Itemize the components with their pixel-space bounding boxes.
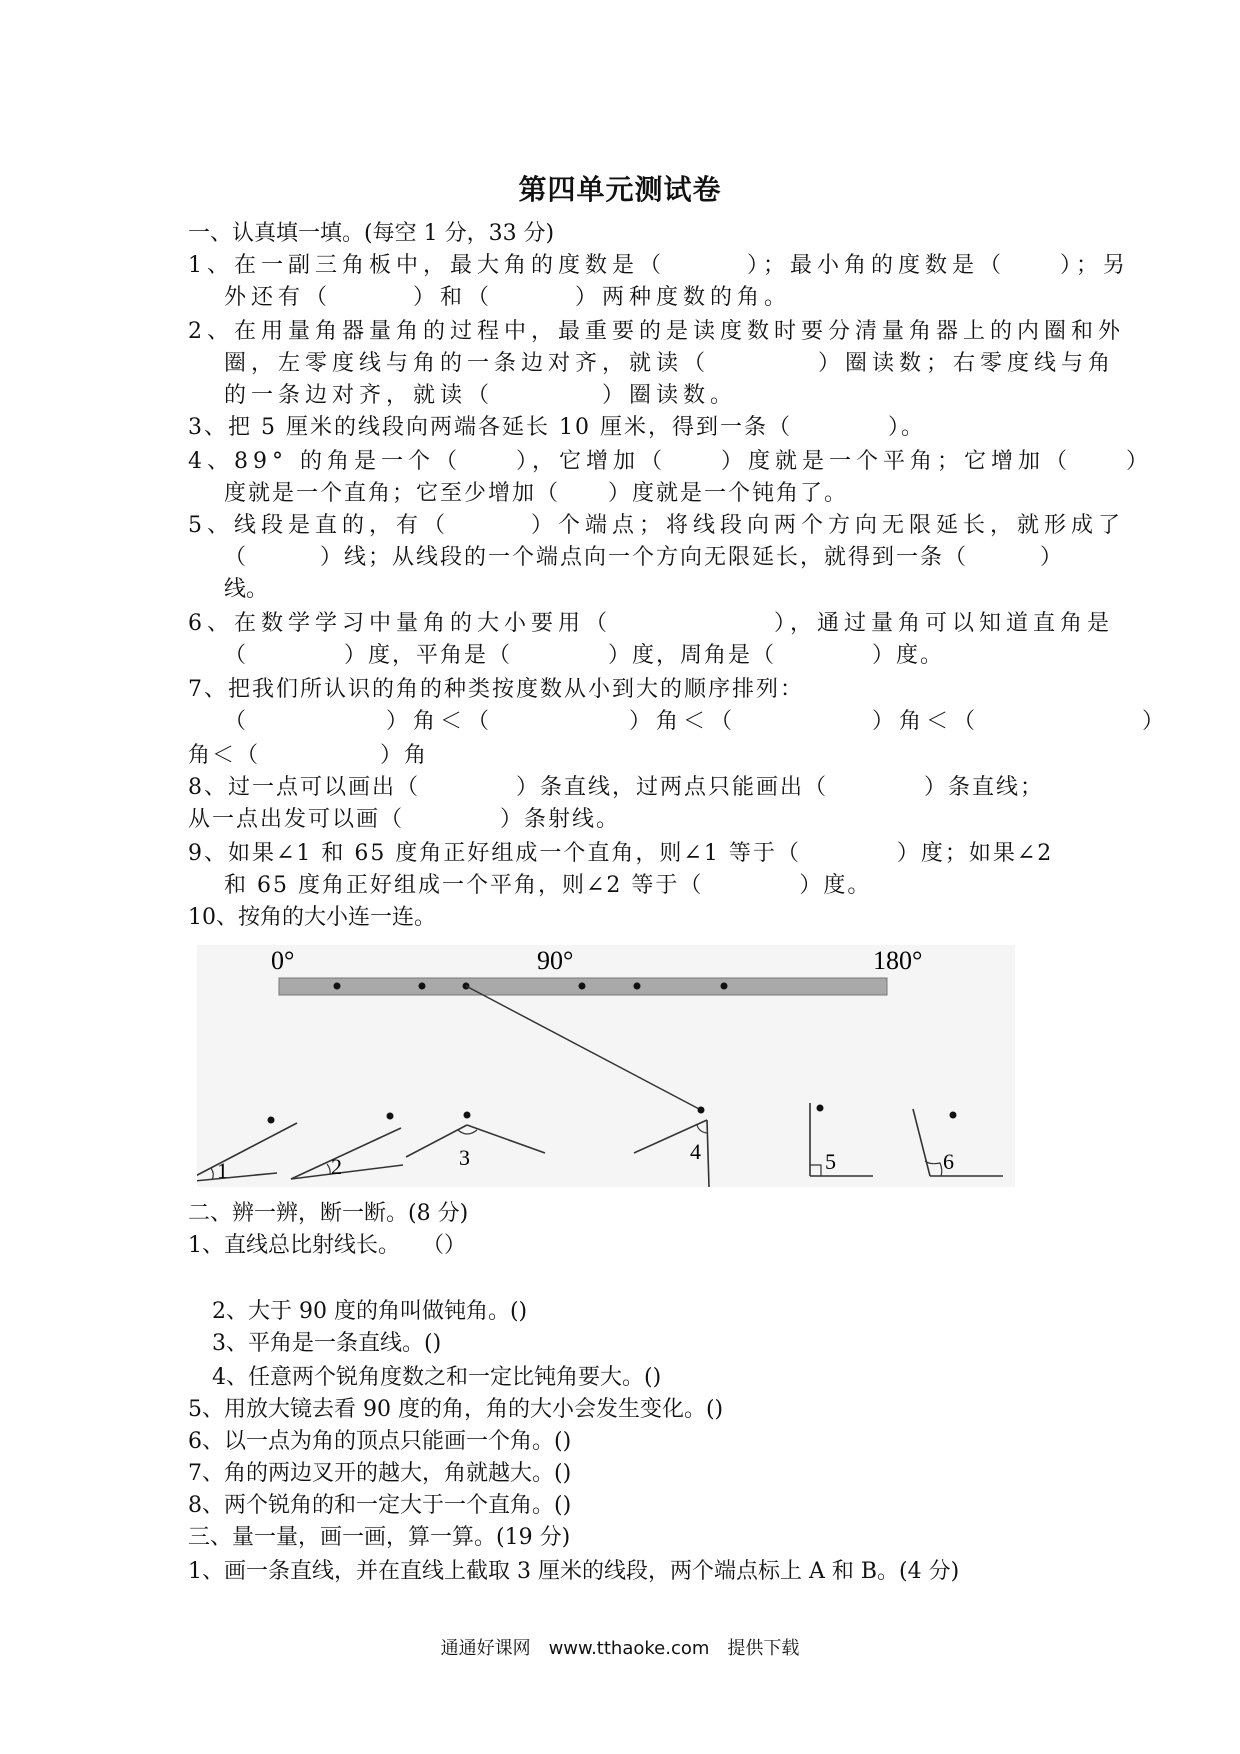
q2-line3: 的一条边对齐，就读（ ）圈读数。 (224, 383, 738, 408)
scale-dot[interactable] (419, 983, 426, 990)
q9-line1: 9、如果∠1 和 65 度角正好组成一个直角，则∠1 等于（ ）度；如果∠2 (188, 841, 1054, 866)
judge-item-8: 8、两个锐角的和一定大于一个直角。() (188, 1493, 572, 1518)
q9-line2: 和 65 度角正好组成一个平角，则∠2 等于（ ）度。 (224, 873, 872, 898)
angle-matching-figure (197, 945, 1015, 1187)
scale-label-90: 90° (537, 946, 574, 975)
section2-header: 二、辨一辨，断一断。(8 分) (188, 1201, 469, 1226)
angle-label-1: 1 (217, 1158, 228, 1183)
angle-4 (634, 1107, 709, 1188)
scale-dot[interactable] (579, 983, 586, 990)
angle-label-2: 2 (331, 1154, 342, 1179)
scale-dot[interactable] (334, 983, 341, 990)
q5-line3: 线。 (224, 577, 269, 602)
q4-line1: 4、89° 的角是一个（ ），它增加（ ）度就是一个平角；它增加（ ） (188, 449, 1153, 474)
angle-label-3: 3 (459, 1145, 470, 1170)
q5-line2: （ ）线；从线段的一个端点向一个方向无限延长，就得到一条（ ） (224, 545, 1065, 570)
scale-dot[interactable] (721, 983, 728, 990)
section1-header: 一、认真填一填。(每空 1 分，33 分) (188, 221, 555, 246)
page-footer: 通通好课网 www.tthaoke.com 提供下载 (440, 1638, 800, 1659)
q4-line2: 度就是一个直角；它至少增加（ ）度就是一个钝角了。 (224, 481, 849, 506)
angle-6 (913, 1109, 1003, 1176)
judge-item-5: 5、用放大镜去看 90 度的角，角的大小会发生变化。() (188, 1397, 724, 1422)
q7-line1: 7、把我们所认识的角的种类按度数从小到大的顺序排列： (188, 677, 804, 702)
q2-line2: 圈，左零度线与角的一条边对齐，就读（ ）圈读数；右零度线与角 (224, 351, 1116, 376)
angle-5 (810, 1103, 873, 1176)
scale-dot[interactable] (634, 983, 641, 990)
q8-line2: 从一点出发可以画（ ）条射线。 (188, 807, 621, 832)
angle-3 (406, 1112, 545, 1171)
example-connection-line (466, 986, 701, 1110)
q6-line1: 6、在数学学习中量角的大小要用（ ），通过量角可以知道直角是 (188, 611, 1114, 636)
angle-2 (291, 1113, 403, 1180)
q8-line1: 8、过一点可以画出（ ）条直线，过两点只能画出（ ）条直线； (188, 775, 1044, 800)
judge-item-3: 3、平角是一条直线。() (212, 1331, 442, 1356)
angle-label-4: 4 (690, 1139, 701, 1164)
draw-item-1: 1、画一条直线，并在直线上截取 3 厘米的线段，两个端点标上 A 和 B。(4 分) (188, 1559, 960, 1584)
judge-item-7: 7、角的两边叉开的越大，角就越大。() (188, 1461, 572, 1486)
q7-line3: 角＜（ ）角 (188, 743, 429, 768)
q2-line1: 2、在用量角器量角的过程中，最重要的是读度数时要分清量角器上的内圈和外 (188, 319, 1125, 344)
q5-line1: 5、线段是直的，有（ ）个端点；将线段向两个方向无限延长，就形成了 (188, 513, 1125, 538)
angle-label-5: 5 (825, 1149, 836, 1174)
angle-label-6: 6 (943, 1149, 954, 1174)
judge-item-2: 2、大于 90 度的角叫做钝角。() (212, 1299, 528, 1324)
section3-header: 三、量一量，画一画，算一算。(19 分) (188, 1525, 571, 1550)
judge-item-4: 4、任意两个锐角度数之和一定比钝角要大。() (212, 1365, 662, 1390)
scale-label-180: 180° (873, 946, 923, 975)
angle-1 (197, 1117, 297, 1188)
judge-item-6: 6、以一点为角的顶点只能画一个角。() (188, 1429, 572, 1454)
q7-line2: （ ）角＜（ ）角＜（ ）角＜（ ） (224, 709, 1170, 734)
q3-line1: 3、把 5 厘米的线段向两端各延长 10 厘米，得到一条（ ）。 (188, 415, 925, 440)
q1-line2: 外还有（ ）和（ ）两种度数的角。 (224, 285, 792, 310)
page-title: 第四单元测试卷 (518, 173, 722, 206)
scale-label-0: 0° (271, 946, 295, 975)
q10-line1: 10、按角的大小连一连。 (188, 905, 436, 930)
q6-line2: （ ）度，平角是（ ）度，周角是（ ）度。 (224, 643, 945, 668)
judge-item-1: 1、直线总比射线长。 （） (188, 1233, 466, 1258)
q1-line1: 1、在一副三角板中，最大角的度数是（ ）；最小角的度数是（ ）；另 (188, 253, 1130, 278)
